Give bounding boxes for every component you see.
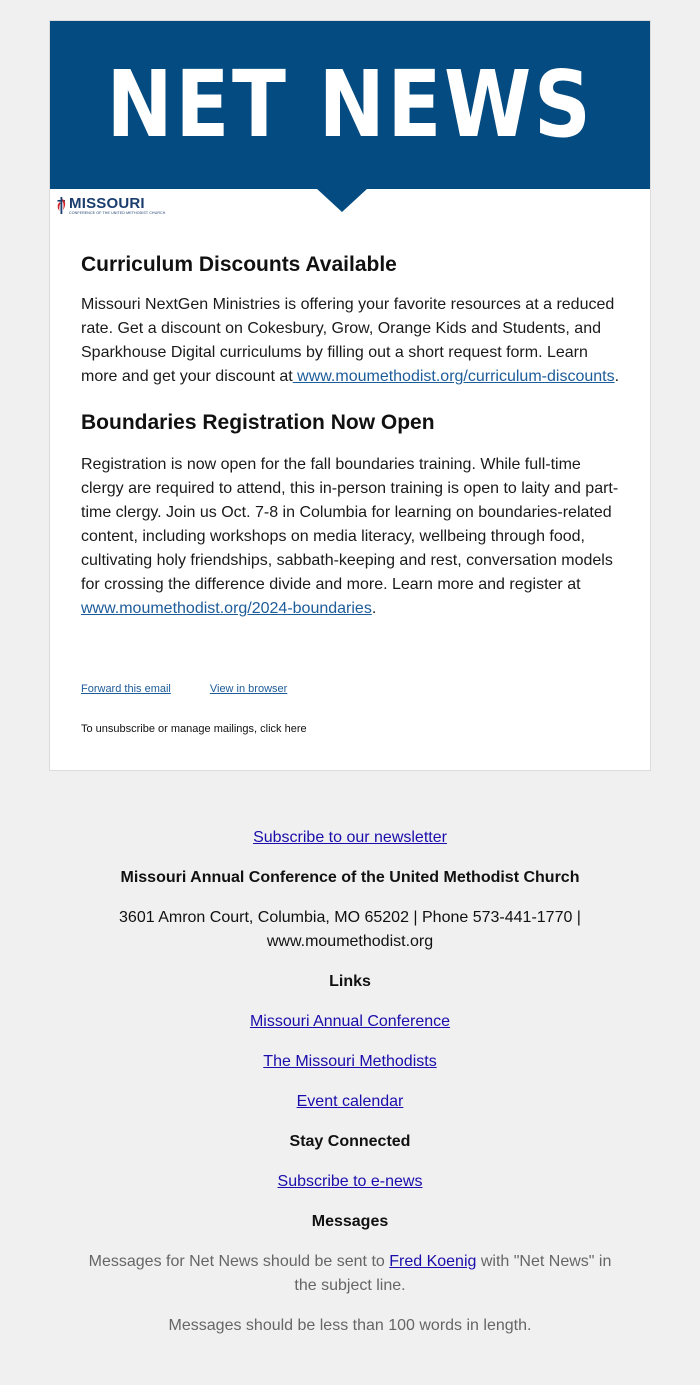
logo-subtitle: CONFERENCE OF THE UNITED METHODIST CHURCH: [69, 211, 166, 215]
article-trail: .: [371, 600, 377, 617]
fred-koenig-link[interactable]: Fred Koenig: [389, 1253, 477, 1270]
article-text: Registration is now open for the fall boundaries training. While full-time clergy are required to attend, this in-person training is open to laity and part-time clergy. Join us Oct. 7-8 in Columbia for learning on boundaries-related content, including workshops on media literacy, wellbeing through food, cultivating holy friendships, sabbath-keeping and rest, conversation models for crossing the difference divide and more. Learn more and register at: [81, 456, 619, 593]
article-text: Missouri NextGen Ministries is offering your favorite resources at a reduced rate. Get a discount on Cokesbury, Grow, Orange Kids and Students, and Sparkhouse Digital curriculums by filling out a short request form. Learn more and get your discount at: [81, 296, 615, 385]
subscribe-newsletter-link[interactable]: Subscribe to our newsletter: [253, 829, 447, 846]
unsubscribe-text[interactable]: To unsubscribe or manage mailings, click here: [81, 723, 307, 735]
messages-heading: Messages: [311, 1213, 389, 1230]
event-calendar-link[interactable]: Event calendar: [296, 1093, 404, 1110]
missouri-logo: [56, 196, 165, 218]
messages-limit: Messages should be less than 100 words in length.: [168, 1317, 532, 1334]
curriculum-discounts-link[interactable]: www.moumethodist.org/curriculum-discounts: [292, 368, 615, 385]
email-actions: [81, 682, 287, 696]
article-trail: .: [614, 368, 620, 385]
article-heading-boundaries: Boundaries Registration Now Open: [81, 411, 435, 434]
messages-text: with "Net News" in the subject line.: [294, 1253, 612, 1294]
logo-wordmark: MISSOURI: [69, 195, 145, 212]
stay-connected-heading: Stay Connected: [289, 1133, 411, 1150]
org-name: Missouri Annual Conference of the United Methodist Church: [120, 869, 580, 886]
article-body-curriculum: [81, 293, 621, 389]
view-in-browser-link[interactable]: View in browser: [209, 683, 288, 695]
banner-title: NET NEWS: [106, 51, 594, 158]
newsletter-content: [81, 251, 621, 621]
boundaries-registration-link[interactable]: www.moumethodist.org/2024-boundaries: [81, 600, 372, 617]
subscribe-enews-link[interactable]: Subscribe to e-news: [277, 1173, 423, 1190]
links-heading: Links: [329, 973, 371, 990]
cross-and-flame-icon: [56, 196, 67, 215]
forward-email-link[interactable]: Forward this email: [81, 683, 171, 695]
header-banner: [50, 21, 650, 189]
messages-instructions: [60, 1250, 640, 1298]
messages-text: Messages for Net News should be sent to: [88, 1253, 390, 1270]
org-address: 3601 Amron Court, Columbia, MO 65202 | Phone 573-441-1770 | www.moumethodist.org: [119, 909, 581, 950]
missouri-annual-conference-link[interactable]: Missouri Annual Conference: [249, 1013, 451, 1030]
article-body-boundaries: [81, 453, 621, 621]
footer: [60, 826, 640, 1338]
email-card: [49, 20, 651, 771]
article-heading-curriculum: Curriculum Discounts Available: [81, 253, 397, 276]
banner-notch: [316, 188, 368, 212]
missouri-methodists-link[interactable]: The Missouri Methodists: [263, 1053, 437, 1070]
